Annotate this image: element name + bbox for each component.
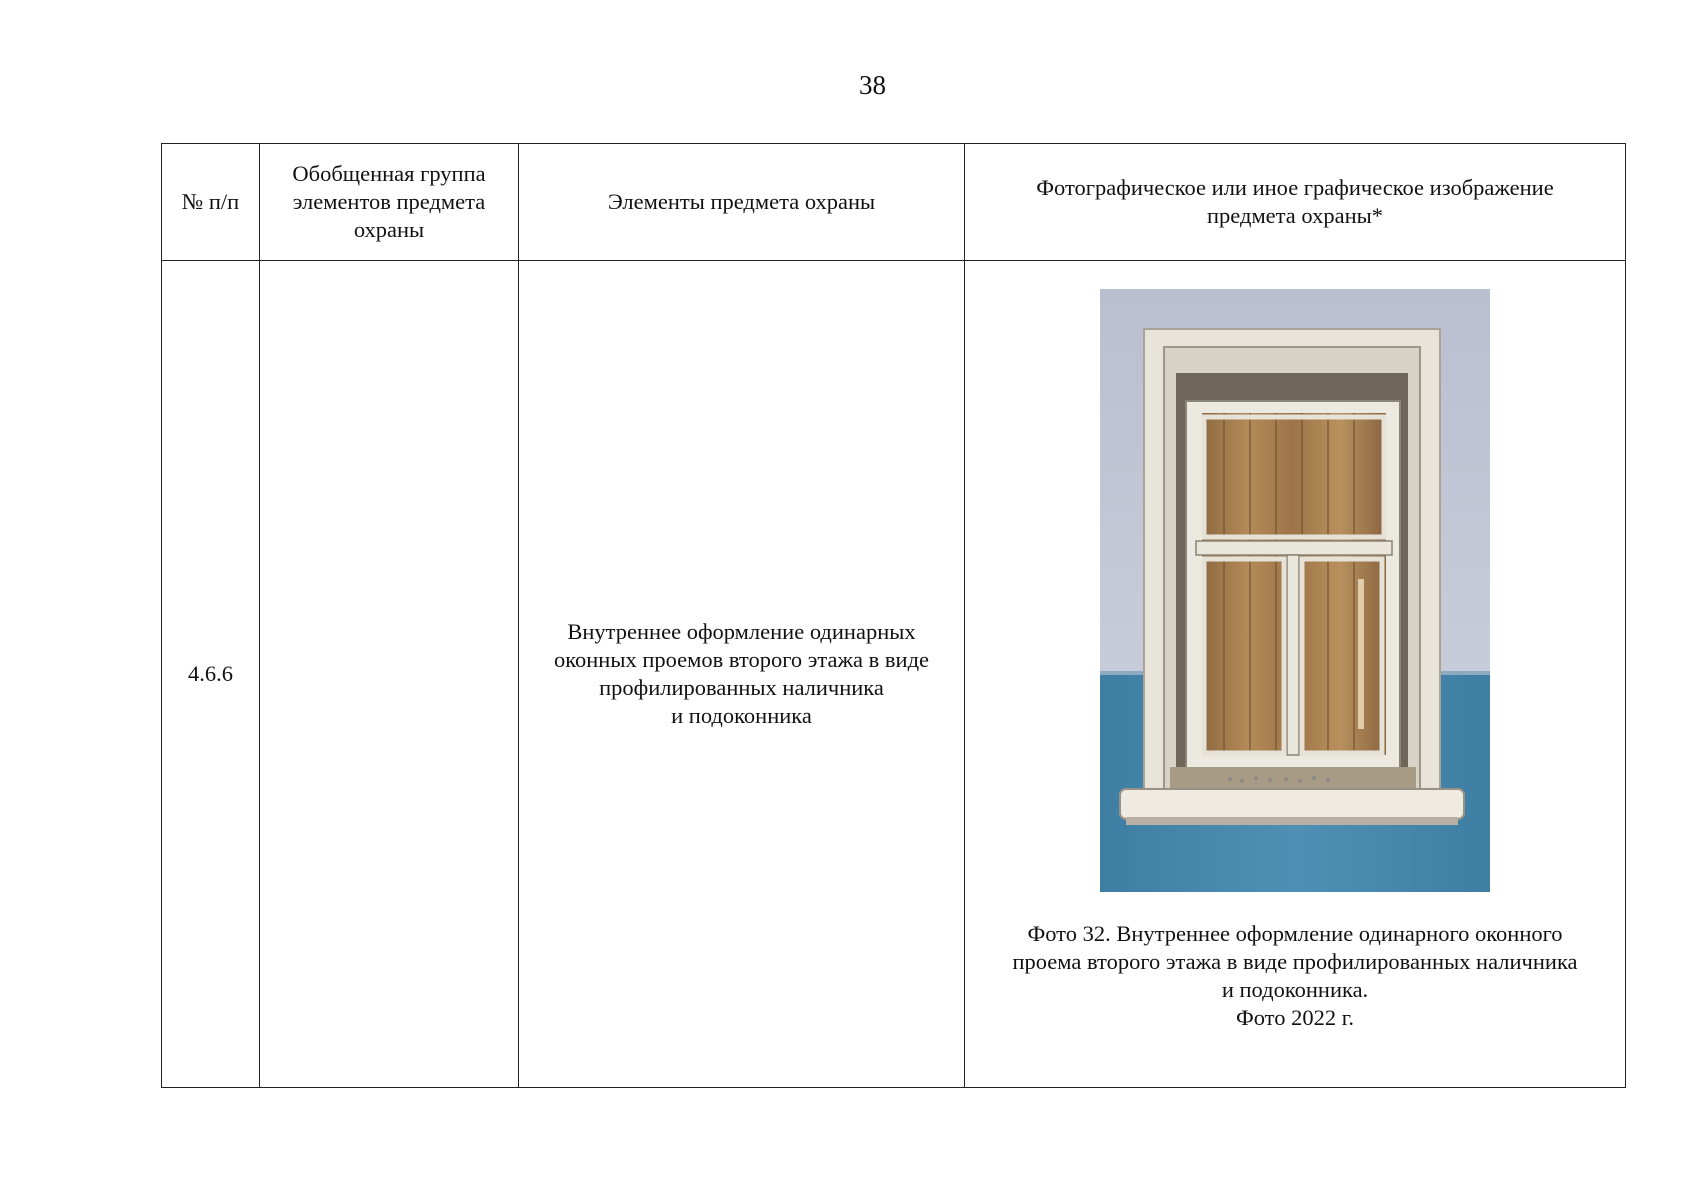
row-image — [965, 261, 1626, 1088]
photo-caption-line-2: проема второго этажа в виде профилированных наличника — [1012, 949, 1578, 974]
header-image — [965, 144, 1626, 261]
header-image-line-1: Фотографическое или иное графическое изображение — [1036, 175, 1554, 200]
header-elements: Элементы предмета охраны — [519, 144, 965, 261]
window-photo — [1100, 289, 1490, 892]
photo-caption-line-3: и подоконника. — [1221, 977, 1369, 1002]
photo-caption-line-1: Фото 32. Внутреннее оформление одинарного оконного — [1027, 921, 1563, 946]
row-elements-line-1: Внутреннее оформление одинарных — [567, 619, 916, 644]
header-num: № п/п — [162, 144, 260, 261]
header-image-line-2: предмета охраны* — [1207, 203, 1383, 228]
protection-table — [161, 143, 1626, 1088]
header-group-line-3: охраны — [353, 217, 425, 242]
page-number: 38 — [859, 70, 886, 100]
photo-caption — [977, 920, 1613, 1032]
table-row — [162, 261, 1626, 1088]
row-elements — [519, 261, 965, 1088]
row-num: 4.6.6 — [162, 261, 260, 1088]
table-header-row — [162, 144, 1626, 261]
row-elements-line-3: профилированных наличника — [599, 675, 884, 700]
row-elements-line-2: оконных проемов второго этажа в виде — [553, 647, 930, 672]
header-group-line-2: элементов предмета — [292, 189, 486, 214]
row-group — [260, 261, 519, 1088]
photo-caption-line-4: Фото 2022 г. — [1235, 1005, 1355, 1030]
row-elements-line-4: и подоконника — [671, 703, 812, 728]
header-group-line-1: Обобщенная группа — [292, 161, 486, 186]
header-group — [260, 144, 519, 261]
